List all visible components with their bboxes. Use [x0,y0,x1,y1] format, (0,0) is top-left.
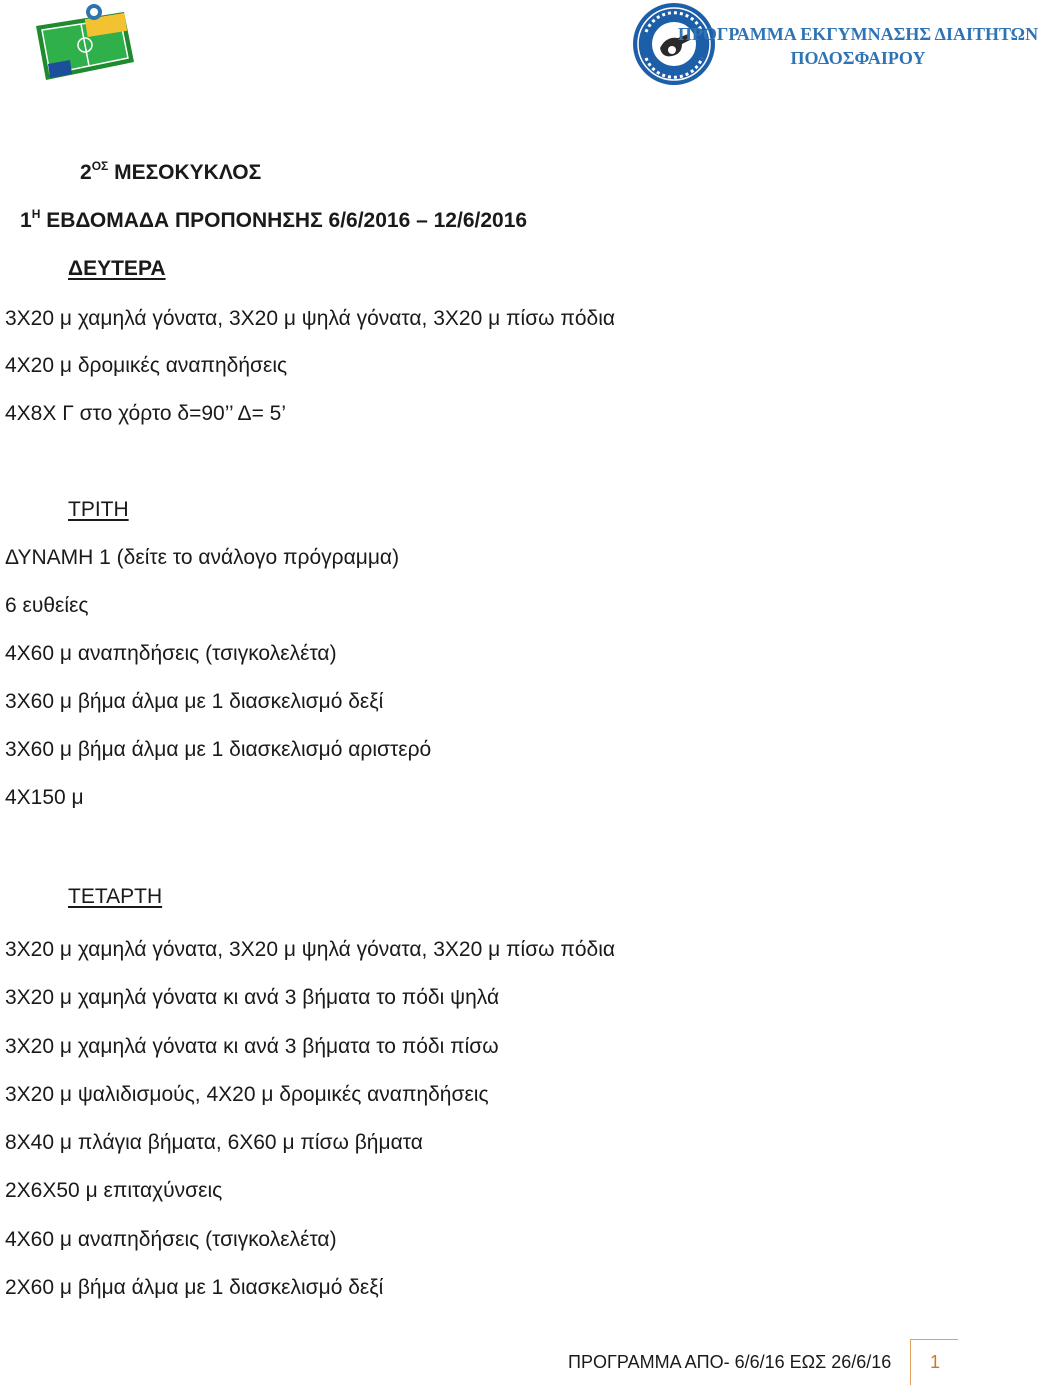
monday-item: 4Χ20 μ δρομικές αναπηδήσεις [5,354,288,377]
week-number: 1 [20,209,32,232]
week-sup: Η [31,207,41,221]
page-header [0,0,1038,100]
tuesday-item: 4Χ150 μ [5,786,84,809]
cycle-label: ΜΕΣΟΚΥΚΛΟΣ [114,161,262,184]
header-title-line1: ΠΡΟΓΡΑΜΜΑ ΕΚΓΥΜΝΑΣΗΣ ΔΙΑΙΤΗΤΩΝ [677,24,1038,44]
tuesday-item: 3Χ60 μ βήμα άλμα με 1 διασκελισμό δεξί [5,690,384,713]
tuesday-item: 6 ευθείες [5,594,89,617]
wednesday-item: 2Χ6Χ50 μ επιταχύνσεις [5,1179,223,1202]
wednesday-item: 2Χ60 μ βήμα άλμα με 1 διασκελισμό δεξί [5,1276,384,1299]
tuesday-title: ΤΡΙΤΗ [68,498,129,521]
wednesday-item: 3Χ20 μ χαμηλά γόνατα κι ανά 3 βήματα το πόδι ψηλά [5,986,500,1009]
header-title-line2: ΠΟΔΟΣΦΑΙΡΟΥ [790,48,926,68]
wednesday-item: 3Χ20 μ χαμηλά γόνατα, 3Χ20 μ ψηλά γόνατα, 3Χ20 μ πίσω πόδια [5,938,616,961]
wednesday-item: 3Χ20 μ χαμηλά γόνατα κι ανά 3 βήματα το πόδι πίσω [5,1035,499,1058]
footer-text: ΠΡΟΓΡΑΜΜΑ ΑΠΟ- 6/6/16 ΕΩΣ 26/6/16 [568,1352,892,1372]
header-title [678,22,1038,70]
cycle-heading [80,160,261,186]
monday-item: 3Χ20 μ χαμηλά γόνατα, 3Χ20 μ ψηλά γόνατα, 3Χ20 μ πίσω πόδια [5,307,616,330]
week-label: ΕΒΔΟΜΑΔΑ ΠΡΟΠΟΝΗΣΗΣ 6/6/2016 – 12/6/2016 [46,209,528,232]
wednesday-item: 3Χ20 μ ψαλιδισμούς, 4Χ20 μ δρομικές αναπηδήσεις [5,1083,489,1106]
wednesday-title: ΤΕΤΑΡΤΗ [68,885,163,908]
cycle-number: 2 [80,161,92,184]
monday-item: 4Χ8Χ Γ στο χόρτο δ=90’’ Δ= 5’ [5,402,287,425]
tuesday-item: 3Χ60 μ βήμα άλμα με 1 διασκελισμό αριστερό [5,738,432,761]
cycle-sup: ΟΣ [91,159,109,173]
football-field-logo-icon [28,2,140,90]
wednesday-item: 4Χ60 μ αναπηδήσεις (τσιγκολελέτα) [5,1228,337,1251]
tuesday-item: ΔΥΝΑΜΗ 1 (δείτε το ανάλογο πρόγραμμα) [5,546,400,569]
monday-title: ΔΕΥΤΕΡΑ [68,257,166,280]
week-heading [20,208,527,234]
tuesday-item: 4Χ60 μ αναπηδήσεις (τσιγκολελέτα) [5,642,337,665]
page-number: 1 [929,1352,940,1372]
page-number-box [910,1339,958,1385]
wednesday-item: 8Χ40 μ πλάγια βήματα, 6Χ60 μ πίσω βήματα [5,1131,423,1154]
